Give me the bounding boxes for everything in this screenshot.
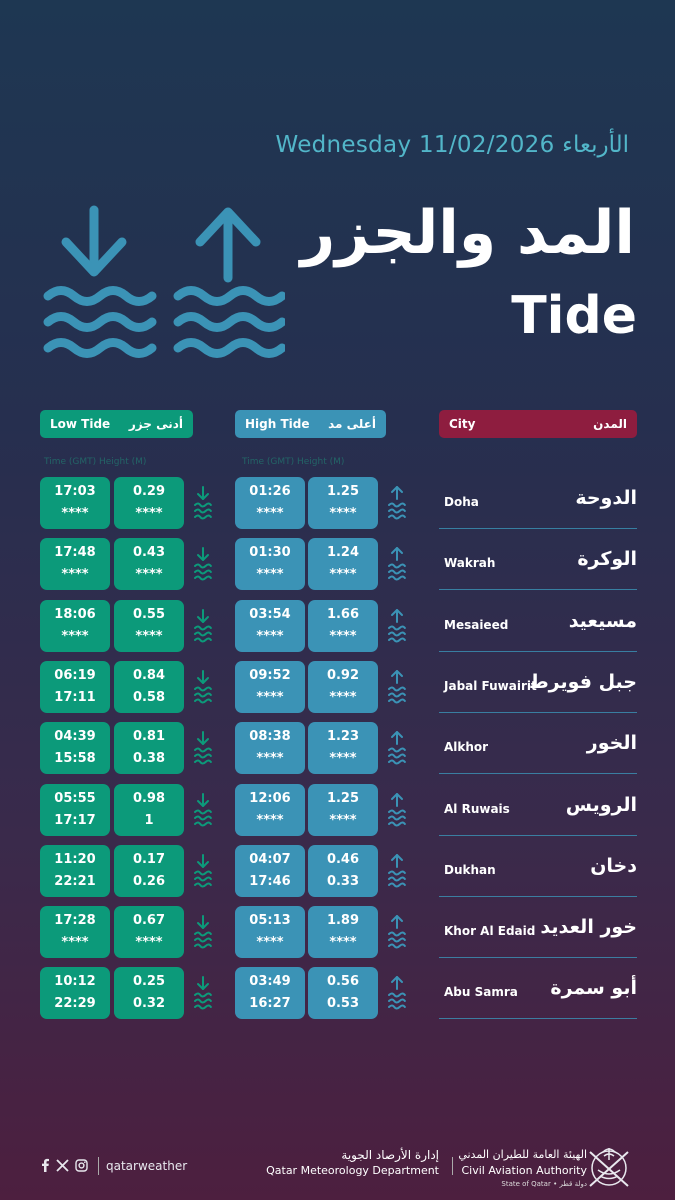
x-icon[interactable] xyxy=(56,1159,69,1172)
low-tide-height-value: 0.43 xyxy=(132,545,166,561)
city-name-en: Jabal Fuwairit xyxy=(444,678,537,693)
high-tide-height-value: 1.66 xyxy=(326,606,360,622)
table-row xyxy=(0,600,675,652)
high-tide-time xyxy=(235,845,305,897)
low-tide-height-value: **** xyxy=(135,506,163,521)
high-tide-height-value: **** xyxy=(329,935,357,951)
high-tide-time xyxy=(235,477,305,529)
low-tide-time xyxy=(40,967,110,1019)
high-tide-height-value: **** xyxy=(329,751,357,767)
low-tide-height-value: 0.17 xyxy=(132,851,166,867)
low-tide-time-value: 10:12 xyxy=(54,974,96,990)
social-handle[interactable]: qatarweather xyxy=(106,1159,188,1173)
high-tide-height xyxy=(308,600,378,652)
low-tide-time-value: 04:39 xyxy=(54,729,96,745)
low-tide-height-value: 0.84 xyxy=(132,667,166,683)
low-tide-time-value: 17:48 xyxy=(54,545,96,561)
high-tide-time xyxy=(235,967,305,1019)
row-divider xyxy=(439,589,637,590)
city-name-ar: مسيعيد xyxy=(568,609,637,632)
high-tide-height xyxy=(308,538,378,590)
high-tide-wave-icon xyxy=(386,485,408,521)
high-tide-height-value: 0.53 xyxy=(326,996,360,1012)
low-tide-time xyxy=(40,845,110,897)
high-tide-height xyxy=(308,967,378,1019)
title-arabic: المد والجزر xyxy=(300,198,635,268)
arrow-down-waves-icon xyxy=(48,210,152,354)
high-tide-time-value: 09:52 xyxy=(249,667,291,683)
high-tide-height xyxy=(308,661,378,713)
city-name-ar: دخان xyxy=(590,854,637,877)
tide-hero-icon xyxy=(40,198,285,378)
low-tide-wave-icon xyxy=(192,730,214,766)
instagram-icon[interactable] xyxy=(75,1159,88,1172)
high-tide-height xyxy=(308,845,378,897)
low-tide-height-value: 0.29 xyxy=(132,484,166,499)
low-tide-time-value: **** xyxy=(61,628,89,644)
high-tide-height-value: 0.46 xyxy=(326,851,360,867)
low-tide-height xyxy=(114,845,184,897)
high-tide-height-value: **** xyxy=(329,812,357,828)
high-tide-time-value: **** xyxy=(256,506,284,521)
low-tide-time-value: **** xyxy=(61,935,89,951)
low-tide-wave-icon xyxy=(192,485,214,521)
header-low-en: Low Tide xyxy=(50,417,111,431)
high-tide-time xyxy=(235,661,305,713)
high-tide-wave-icon xyxy=(386,546,408,582)
low-tide-height xyxy=(114,722,184,774)
high-tide-time-value: **** xyxy=(256,935,284,951)
high-tide-height-value: 1.24 xyxy=(326,545,360,561)
high-tide-time-value: **** xyxy=(256,689,284,705)
low-tide-wave-icon xyxy=(192,914,214,950)
row-divider xyxy=(439,528,637,529)
high-subheader: Time (GMT) Height (M) xyxy=(242,457,345,467)
title-english: Tide xyxy=(511,286,637,346)
header-low-ar: أدنى جزر xyxy=(128,417,183,431)
high-tide-height xyxy=(308,477,378,529)
high-tide-time xyxy=(235,784,305,836)
high-tide-time-value: 03:54 xyxy=(249,606,291,622)
city-name-ar: الخور xyxy=(586,732,637,755)
low-tide-time-value: 18:06 xyxy=(54,606,96,622)
high-tide-height-value: 0.92 xyxy=(326,667,360,683)
low-tide-time-value: 17:17 xyxy=(54,812,96,828)
high-tide-time xyxy=(235,722,305,774)
high-tide-time-value: 08:38 xyxy=(249,729,291,745)
low-tide-time-value: 22:21 xyxy=(54,873,96,889)
header-city xyxy=(439,410,637,438)
low-tide-height-value: **** xyxy=(135,567,163,583)
high-tide-height-value: 1.25 xyxy=(326,790,360,806)
city-name-en: Wakrah xyxy=(444,556,496,571)
high-tide-height-value: 0.56 xyxy=(326,974,360,990)
low-tide-height-value: 1 xyxy=(144,812,154,828)
low-tide-wave-icon xyxy=(192,975,214,1011)
low-tide-time-value: **** xyxy=(61,506,89,521)
table-row xyxy=(0,906,675,958)
header-high-en: High Tide xyxy=(245,417,310,431)
low-tide-height xyxy=(114,600,184,652)
header-high-ar: أعلى مد xyxy=(328,417,376,431)
low-tide-height xyxy=(114,661,184,713)
low-tide-wave-icon xyxy=(192,608,214,644)
city-name-en: Abu Samra xyxy=(444,985,518,1000)
row-divider xyxy=(439,712,637,713)
low-tide-time-value: **** xyxy=(61,567,89,583)
low-tide-height xyxy=(114,784,184,836)
divider xyxy=(98,1157,99,1175)
high-tide-time xyxy=(235,538,305,590)
table-row xyxy=(0,477,675,529)
row-divider xyxy=(439,773,637,774)
high-tide-time-value: **** xyxy=(256,567,284,583)
low-tide-time xyxy=(40,784,110,836)
low-tide-time xyxy=(40,538,110,590)
city-name-ar: جبل فويرط xyxy=(528,670,637,693)
high-tide-height-value: **** xyxy=(329,567,357,583)
city-name-en: Dukhan xyxy=(444,862,496,877)
low-tide-height-value: 0.26 xyxy=(132,873,166,889)
high-tide-wave-icon xyxy=(386,853,408,889)
city-name-ar: خور العديد xyxy=(540,916,637,939)
high-tide-time-value: 05:13 xyxy=(249,913,291,929)
row-divider xyxy=(439,1018,637,1019)
high-tide-height-value: 1.23 xyxy=(326,729,360,745)
caa-state: State of Qatar • دولة قطر xyxy=(501,1180,587,1188)
low-tide-height-value: 0.25 xyxy=(132,974,166,990)
qmd-name-en: Qatar Meteorology Department xyxy=(266,1164,439,1177)
low-tide-height-value: 0.55 xyxy=(132,606,166,622)
table-row xyxy=(0,722,675,774)
high-tide-height-value: 1.25 xyxy=(326,484,360,499)
high-tide-wave-icon xyxy=(386,914,408,950)
low-subheader: Time (GMT) Height (M) xyxy=(44,457,147,467)
row-divider xyxy=(439,651,637,652)
low-tide-time xyxy=(40,661,110,713)
high-tide-time-value: 12:06 xyxy=(249,790,291,806)
low-tide-height xyxy=(114,538,184,590)
table-row xyxy=(0,967,675,1019)
low-tide-wave-icon xyxy=(192,669,214,705)
header-low-tide xyxy=(40,410,193,438)
city-name-ar: الدوحة xyxy=(575,487,637,509)
low-tide-time xyxy=(40,477,110,529)
facebook-icon[interactable] xyxy=(40,1158,50,1172)
header-city-ar: المدن xyxy=(593,417,627,431)
qmd-name-ar: إدارة الأرصاد الجوية xyxy=(341,1148,439,1162)
high-tide-height-value: **** xyxy=(329,628,357,644)
low-tide-time-value: 05:55 xyxy=(54,790,96,806)
high-tide-height-value: 1.89 xyxy=(326,913,360,929)
city-name-en: Alkhor xyxy=(444,740,489,755)
social-links xyxy=(40,1158,88,1172)
low-tide-time-value: 17:03 xyxy=(54,484,96,499)
high-tide-height-value: 0.33 xyxy=(326,873,360,889)
high-tide-height xyxy=(308,784,378,836)
high-tide-time-value: **** xyxy=(256,628,284,644)
low-tide-height xyxy=(114,967,184,1019)
low-tide-time xyxy=(40,600,110,652)
low-tide-time xyxy=(40,906,110,958)
low-tide-time-value: 06:19 xyxy=(54,667,96,683)
low-tide-time xyxy=(40,722,110,774)
qatar-emblem-icon xyxy=(584,1140,634,1192)
low-tide-wave-icon xyxy=(192,853,214,889)
arrow-up-waves-icon xyxy=(178,212,282,354)
high-tide-time-value: 04:07 xyxy=(249,851,291,867)
city-name-ar: أبو سمرة xyxy=(550,977,637,1000)
low-tide-wave-icon xyxy=(192,792,214,828)
table-row xyxy=(0,661,675,713)
date-label: Wednesday 11/02/2026 الأربعاء xyxy=(275,132,629,158)
row-divider xyxy=(439,896,637,897)
high-tide-wave-icon xyxy=(386,792,408,828)
high-tide-wave-icon xyxy=(386,975,408,1011)
low-tide-height xyxy=(114,906,184,958)
city-name-en: Mesaieed xyxy=(444,617,509,632)
high-tide-wave-icon xyxy=(386,730,408,766)
low-tide-height-value: 0.67 xyxy=(132,913,166,929)
low-tide-time-value: 17:11 xyxy=(54,689,96,705)
low-tide-time-value: 15:58 xyxy=(54,751,96,767)
city-name-en: Al Ruwais xyxy=(444,801,510,816)
low-tide-height-value: 0.32 xyxy=(132,996,166,1012)
high-tide-time-value: 01:30 xyxy=(249,545,291,561)
high-tide-height-value: **** xyxy=(329,689,357,705)
footer xyxy=(0,1140,675,1200)
table-row xyxy=(0,784,675,836)
low-tide-height-value: 0.38 xyxy=(132,751,166,767)
high-tide-height xyxy=(308,906,378,958)
row-divider xyxy=(439,835,637,836)
low-tide-height xyxy=(114,477,184,529)
high-tide-time xyxy=(235,906,305,958)
table-row xyxy=(0,538,675,590)
high-tide-time-value: **** xyxy=(256,812,284,828)
caa-name-ar: الهيئة العامة للطيران المدني xyxy=(458,1148,587,1161)
low-tide-time-value: 17:28 xyxy=(54,913,96,929)
header-high-tide xyxy=(235,410,386,438)
low-tide-height-value: 0.98 xyxy=(132,790,166,806)
high-tide-wave-icon xyxy=(386,669,408,705)
low-tide-time-value: 22:29 xyxy=(54,996,96,1012)
divider xyxy=(452,1157,453,1175)
city-name-en: Doha xyxy=(444,495,479,509)
city-name-ar: الوكرة xyxy=(577,548,637,571)
table-row xyxy=(0,845,675,897)
high-tide-time-value: 17:46 xyxy=(249,873,291,889)
city-name-en: Khor Al Edaid xyxy=(444,924,536,939)
header-city-en: City xyxy=(449,417,476,431)
caa-name-en: Civil Aviation Authority xyxy=(461,1164,587,1177)
low-tide-height-value: 0.58 xyxy=(132,689,166,705)
row-divider xyxy=(439,957,637,958)
high-tide-height-value: **** xyxy=(329,506,357,521)
high-tide-wave-icon xyxy=(386,608,408,644)
high-tide-height xyxy=(308,722,378,774)
high-tide-time-value: **** xyxy=(256,751,284,767)
low-tide-height-value: **** xyxy=(135,935,163,951)
high-tide-time-value: 16:27 xyxy=(249,996,291,1012)
high-tide-time-value: 03:49 xyxy=(249,974,291,990)
low-tide-wave-icon xyxy=(192,546,214,582)
low-tide-height-value: 0.81 xyxy=(132,729,166,745)
high-tide-time-value: 01:26 xyxy=(249,484,291,499)
high-tide-time xyxy=(235,600,305,652)
low-tide-time-value: 11:20 xyxy=(54,851,96,867)
low-tide-height-value: **** xyxy=(135,628,163,644)
city-name-ar: الرويس xyxy=(565,793,637,816)
